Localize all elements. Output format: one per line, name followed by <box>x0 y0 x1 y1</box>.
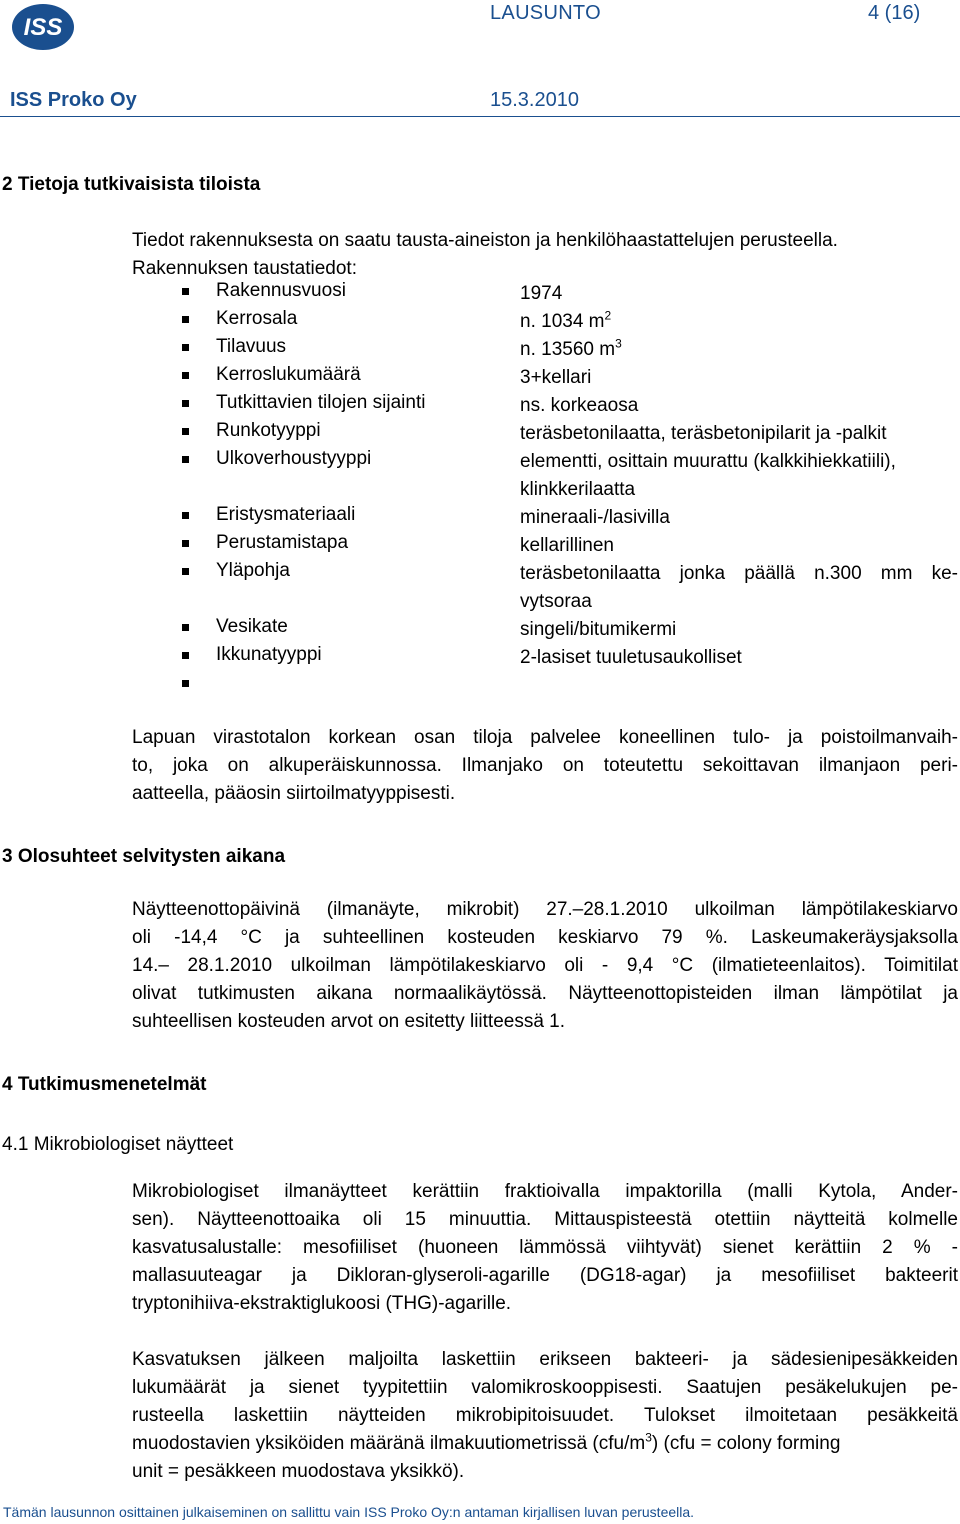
item-label: Rakennusvuosi <box>216 280 346 301</box>
subsection-4-1-heading: 4.1 Mikrobiologiset näytteet <box>2 1134 234 1155</box>
bullet-icon <box>182 540 189 547</box>
bullet-icon <box>182 624 189 631</box>
logo-text: ISS <box>23 14 63 41</box>
item-value: teräsbetonilaatta jonka päällä n.300 mm ke- vytsoraa <box>520 563 958 612</box>
item-label: Vesikate <box>216 616 288 637</box>
document-date: 15.3.2010 <box>490 89 579 111</box>
bullet-icon <box>182 512 189 519</box>
item-value: 3+kellari <box>520 367 592 388</box>
item-value: 1974 <box>520 283 563 304</box>
section-3-heading: 3 Olosuhteet selvitysten aikana <box>2 846 286 867</box>
bullet-icon <box>182 428 189 435</box>
item-label: Ulkoverhoustyyppi <box>216 448 372 469</box>
microbe-sampling-paragraph: Mikrobiologiset ilmanäytteet kerättiin fraktioivalla impaktorilla (malli Kytola, Ander- sen). Näytteenottoaika oli 15 minuuttia. Mittauspisteestä otettiin näytteitä kolmelle kasvatusalustalle: mesofiiliset (huoneen lämmössä viihtyvät) sienet kerättiin 2 % - mallasuuteagar ja Dikloran-glyseroli-agarille (DG18-agar) ja mesofiiliset bakteerit tryptonihiiva-ekstraktiglukoosi (THG)-agarille. <box>132 1181 958 1314</box>
bullet-icon <box>182 652 189 659</box>
footer-notice: Tämän lausunnon osittainen julkaiseminen on sallittu vain ISS Proko Oy:n antaman kirjallisen luvan perusteella. <box>3 1504 695 1520</box>
document-type: LAUSUNTO <box>490 2 601 24</box>
item-value: elementti, osittain muurattu (kalkkihiekkatiili), klinkkerilaatta <box>520 451 896 500</box>
section-2-intro <box>132 227 958 283</box>
cfu-line: muodostavien yksiköiden määränä ilmakuutiometrissä $(cfu/m^3) (cfu$ = colony forming <box>132 1430 841 1454</box>
bullet-icon <box>182 400 189 407</box>
item-label: Perustamistapa <box>216 532 349 553</box>
header-rule <box>0 116 960 117</box>
bullet-icon <box>182 372 189 379</box>
bullet-icon <box>182 456 189 463</box>
conditions-paragraph: Näytteenottopäivinä (ilmanäyte, mikrobit) 27.–28.1.2010 ulkoilman lämpötilakeskiarvo oli -14,4 °C ja suhteellinen kosteuden keskiarvo 79 %. Laskeumakeräysjaksolla 14.– 28.1.2010 ulkoilman lämpötilakeskiarvo oli - 9,4 °C (ilmatieteenlaitos). Toimitilat olivat tutkimusten aikana normaalikäytössä. Näytteenottopisteiden ilman lämpötilat ja suhteellisen kosteuden arvot on esitetty liitteessä 1. <box>132 899 958 1032</box>
bullet-icon <box>182 316 189 323</box>
bullet-icon <box>182 680 189 687</box>
bullet-icon <box>182 344 189 351</box>
section-2-heading: 2 Tietoja tutkivaisista tiloista <box>2 174 261 195</box>
intro-line: Rakennuksen taustatiedot: <box>132 258 357 279</box>
item-value: kellarillinen <box>520 535 614 556</box>
item-label: Eristysmateriaali <box>216 504 356 525</box>
page-number: 4 (16) <box>868 2 921 24</box>
cultivation-paragraph: Kasvatuksen jälkeen maljoilta laskettiin erikseen bakteeri- ja sädesienipesäkkeiden lukumäärät ja sienet tyypitettiin valomikroskooppisesti. Saatujen pesäkelukujen pe- rusteella laskettiin näytteiden mikrobipitoisuudet. Tulokset ilmoitetaan pesäkkeitä muodostavien yksiköiden määränä ilmakuutiometrissä $(cfu/m^3) (cfu$ = colony forming unit = pesäkkeen muodostava yksikkö). <box>132 1349 958 1482</box>
section-4-heading: 4 Tutkimusmenetelmät <box>2 1074 207 1095</box>
item-label: Runkotyyppi <box>216 420 321 441</box>
item-label: Tilavuus <box>216 336 287 357</box>
item-value: 2-lasiset tuuletusaukolliset <box>520 647 742 668</box>
iss-logo <box>10 2 76 52</box>
item-label: Yläpohja <box>216 560 290 581</box>
item-label: Ikkunatyyppi <box>216 644 322 665</box>
ventilation-paragraph: Lapuan virastotalon korkean osan tiloja palvelee koneellinen tulo- ja poistoilmanvaih- to, joka on alkuperäiskunnossa. Ilmanjako on toteutettu sekoittavan ilmanjaon peri- aatteella, pääosin siirtoilmatyyppisesti. <box>132 727 958 804</box>
item-label: Tutkittavien tilojen sijainti <box>216 392 426 413</box>
item-label: Kerroslukumäärä <box>216 364 361 385</box>
item-value: singeli/bitumikermi <box>520 619 677 640</box>
item-value: teräsbetonilaatta, teräsbetonipilarit ja -palkit <box>520 423 887 444</box>
bullet-icon <box>182 568 189 575</box>
intro-line: Tiedot rakennuksesta on saatu tausta-aineiston ja henkilöhaastattelujen perusteella. <box>132 230 838 251</box>
item-label: Kerrosala <box>216 308 298 329</box>
company-name: ISS Proko Oy <box>10 89 137 111</box>
bullet-icon <box>182 288 189 295</box>
item-value: mineraali-/lasivilla <box>520 507 670 528</box>
item-value: ns. korkeaosa <box>520 395 639 416</box>
item-value: n. 1034 $m^2$ <box>520 308 612 332</box>
item-value: n. 13560 $m^3$ <box>520 336 622 360</box>
